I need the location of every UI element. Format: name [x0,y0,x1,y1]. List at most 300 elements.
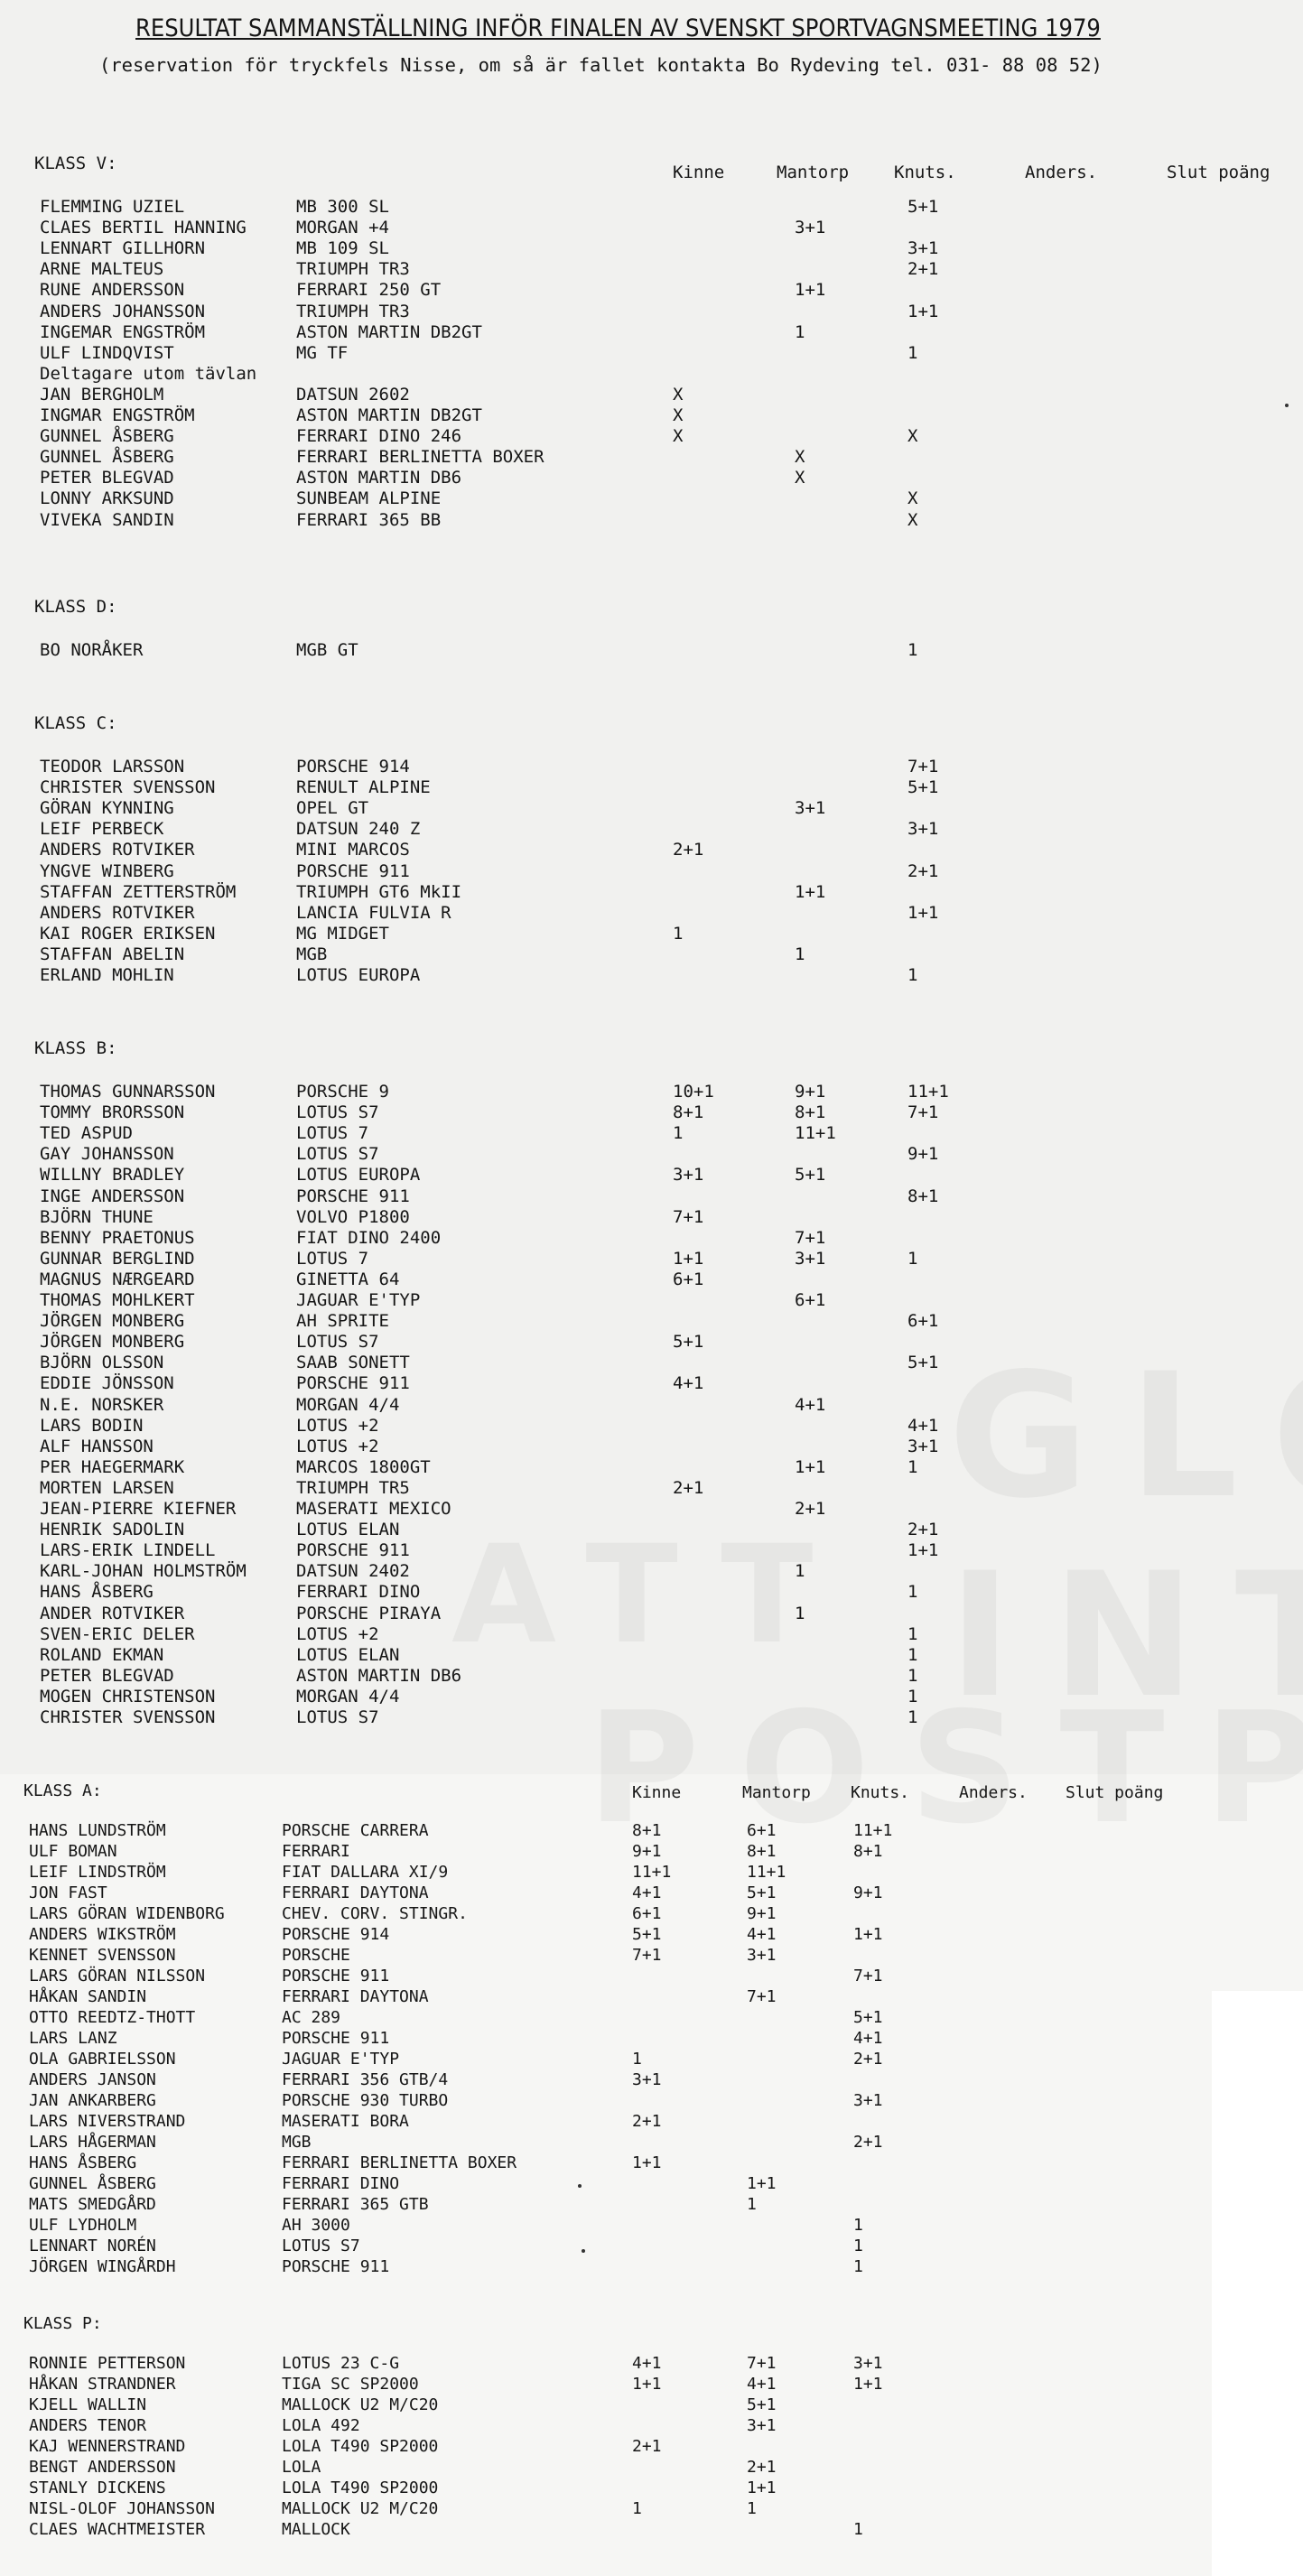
score-knuts: 11+1 [907,1082,949,1102]
car-model: SAAB SONETT [296,1353,410,1373]
driver-name: LEIF PERBECK [40,819,164,840]
driver-name: PETER BLEGVAD [40,1665,174,1686]
table-row [0,1186,1303,1207]
score-knuts: 1 [907,1665,918,1686]
table-row [0,2153,1303,2173]
car-model: TIGA SC SP2000 [282,2375,419,2394]
score-knuts: 1+1 [853,2375,883,2394]
car-model: FERRARI DINO [282,2174,400,2193]
driver-name: ULF LYDHOLM [29,2216,137,2235]
car-model: LOTUS ELAN [296,1520,400,1540]
driver-name: ANDERS ROTVIKER [40,902,195,923]
driver-name: LARS-ERIK LINDELL [40,1540,216,1561]
driver-name: GUNNEL ÅSBERG [29,2174,156,2193]
table-row [0,640,1303,661]
score-mantorp: 5+1 [747,2395,777,2414]
car-model: PORSCHE 911 [296,860,410,881]
driver-name: THOMAS MOHLKERT [40,1290,195,1310]
score-kinne: 1+1 [632,2375,662,2394]
car-model: AC 289 [282,2008,341,2027]
car-model: MASERATI MEXICO [296,1499,451,1519]
driver-name: TEODOR LARSSON [40,757,185,777]
score-mantorp: 8+1 [747,1842,777,1861]
col-header-knuts: Knuts. [851,1783,910,1802]
table-row [0,488,1303,509]
score-mantorp: 3+1 [795,798,826,819]
score-knuts: 1+1 [907,301,939,321]
driver-name: GAY JOHANSSON [40,1144,174,1165]
car-model: MGB [296,944,328,964]
class-heading: KLASS C: [34,713,117,733]
score-knuts: 1 [907,342,918,363]
table-row [0,2007,1303,2028]
score-knuts: 3+1 [907,1436,939,1456]
driver-name: STAFFAN ZETTERSTRÖM [40,881,237,902]
driver-name: KAJ WENNERSTRAND [29,2437,186,2456]
car-model: LANCIA FULVIA R [296,902,451,923]
driver-name: NISL-OLOF JOHANSSON [29,2499,215,2518]
car-model: FERRARI 365 GTB [282,2195,429,2214]
driver-name: GÖRAN KYNNING [40,798,174,819]
driver-name: KARL-JOHAN HOLMSTRÖM [40,1561,247,1582]
table-row [0,1144,1303,1165]
driver-name: RUNE ANDERSSON [40,280,185,301]
table-row [0,1582,1303,1603]
table-row [0,2498,1303,2519]
table-row [0,510,1303,531]
car-model: JAGUAR E'TYP [296,1290,421,1310]
score-knuts: 1 [907,965,918,985]
score-kinne: 2+1 [632,2437,662,2456]
score-mantorp: 1 [747,2499,757,2518]
score-knuts: X [907,426,918,447]
table-row [0,1561,1303,1582]
car-model: FIAT DINO 2400 [296,1227,442,1248]
table-row [0,1207,1303,1228]
score-knuts: 5+1 [907,1353,939,1373]
car-model: PORSCHE 911 [282,1967,390,1985]
score-knuts: 2+1 [853,2133,883,2152]
car-model: LOLA T490 SP2000 [282,2437,439,2456]
table-row [0,385,1303,405]
class-heading: KLASS V: [34,153,117,173]
table-row [0,2395,1303,2415]
table-row [0,1666,1303,1687]
car-model: ASTON MARTIN DB6 [296,1665,462,1686]
score-kinne: 1+1 [673,1248,704,1269]
score-kinne: X [673,384,684,405]
table-row [0,1395,1303,1416]
car-model: PORSCHE 911 [296,1373,410,1394]
driver-name: MATS SMEDGÅRD [29,2195,156,2214]
score-knuts: 1 [853,2216,863,2235]
car-model: PORSCHE [282,1946,350,1965]
score-mantorp: 9+1 [795,1082,826,1102]
document-title: RESULTAT SAMMANSTÄLLNING INFÖR FINALEN AV SVENSKT SPORTVAGNSMEETING 1979 [135,14,1101,42]
car-model: PORSCHE CARRERA [282,1821,429,1840]
driver-name: RONNIE PETTERSON [29,2354,186,2373]
table-row [0,2069,1303,2090]
table-row [0,1986,1303,2007]
driver-name: Deltagare utom tävlan [40,363,257,384]
col-header-mantorp: Mantorp [777,163,850,182]
table-row [0,924,1303,944]
speck [1285,404,1289,407]
table-row [0,302,1303,322]
table-row [0,2215,1303,2236]
driver-name: LEIF LINDSTRÖM [29,1863,166,1882]
score-knuts: 1 [907,1686,918,1706]
car-model: LOTUS S7 [296,1332,379,1353]
car-model: LOTUS EUROPA [296,965,421,985]
table-row [0,1499,1303,1520]
score-mantorp: X [795,468,805,488]
table-row [0,2415,1303,2436]
car-model: LOLA [282,2458,321,2477]
table-row [0,2090,1303,2111]
score-mantorp: 4+1 [795,1394,826,1415]
score-mantorp: 1+1 [795,280,826,301]
table-row [0,2132,1303,2153]
score-kinne: 2+1 [632,2112,662,2131]
table-row [0,1082,1303,1102]
score-mantorp: 1+1 [747,2174,777,2193]
score-knuts: X [907,509,918,530]
driver-name: HENRIK SADOLIN [40,1520,185,1540]
car-model: MORGAN +4 [296,218,389,238]
speck [582,2249,585,2253]
score-mantorp: 3+1 [795,218,826,238]
table-row [0,2478,1303,2498]
car-model: DATSUN 2602 [296,384,410,405]
table-row [0,777,1303,798]
class-heading: KLASS D: [34,597,117,617]
table-row [0,1540,1303,1561]
score-kinne: 10+1 [673,1082,714,1102]
table-row [0,197,1303,218]
score-mantorp: 3+1 [747,1946,777,1965]
score-kinne: 5+1 [632,1925,662,1944]
driver-name: PER HAEGERMARK [40,1456,185,1477]
table-row [0,1841,1303,1862]
table-row [0,238,1303,259]
car-model: MALLOCK U2 M/C20 [282,2499,439,2518]
driver-name: ANDERS TENOR [29,2416,147,2435]
score-kinne: 7+1 [673,1206,704,1227]
car-model: MGB GT [296,640,358,660]
car-model: MGB [282,2133,312,2152]
driver-name: LARS HÅGERMAN [29,2133,156,2152]
driver-name: JÖRGEN WINGÅRDH [29,2257,176,2276]
driver-name: MORTEN LARSEN [40,1477,174,1498]
table-row [0,1645,1303,1666]
driver-name: CLAES BERTIL HANNING [40,218,247,238]
score-kinne: 7+1 [632,1946,662,1965]
car-model: PORSCHE 914 [296,757,410,777]
score-mantorp: 7+1 [795,1227,826,1248]
score-kinne: 1 [673,1123,684,1144]
car-model: TRIUMPH GT6 MkII [296,881,462,902]
car-model: PORSCHE 911 [296,1186,410,1206]
driver-name: STAFFAN ABELIN [40,944,185,964]
table-row [0,2173,1303,2194]
table-row [0,1707,1303,1728]
score-knuts: 1 [853,2257,863,2276]
car-model: MALLOCK [282,2520,350,2539]
score-mantorp: 11+1 [795,1123,836,1144]
speck [578,2184,582,2188]
car-model: MARCOS 1800GT [296,1456,431,1477]
score-knuts: 11+1 [853,1821,893,1840]
table-row [0,322,1303,343]
driver-name: LENNART NORÉN [29,2237,156,2255]
driver-name: ULF BOMAN [29,1842,117,1861]
driver-name: HANS ÅSBERG [29,2153,137,2172]
table-row [0,2194,1303,2215]
car-model: LOTUS +2 [296,1415,379,1436]
score-knuts: 1 [907,1707,918,1727]
table-row [0,882,1303,903]
driver-name: HÅKAN STRANDNER [29,2375,176,2394]
score-knuts: 5+1 [853,2008,883,2027]
table-row [0,798,1303,819]
score-knuts: 4+1 [853,2029,883,2048]
score-mantorp: 1 [747,2195,757,2214]
score-mantorp: X [795,447,805,468]
driver-name: MAGNUS NÆRGEARD [40,1269,195,1289]
driver-name: BJÖRN OLSSON [40,1353,164,1373]
driver-name: KJELL WALLIN [29,2395,147,2414]
col-header-anders: Anders. [1025,163,1098,182]
table-row [0,2457,1303,2478]
score-knuts: 1+1 [907,1540,939,1561]
table-row [0,1966,1303,1986]
score-knuts: 9+1 [853,1883,883,1902]
table-row [0,1883,1303,1903]
driver-name: EDDIE JÖNSSON [40,1373,174,1394]
table-row [0,447,1303,468]
table-row [0,1478,1303,1499]
score-kinne: 3+1 [673,1165,704,1186]
driver-name: WILLNY BRADLEY [40,1165,185,1186]
table-row [0,259,1303,280]
car-model: FERRARI DAYTONA [282,1883,429,1902]
driver-name: ROLAND EKMAN [40,1644,164,1665]
car-model: CHEV. CORV. STINGR. [282,1904,468,1923]
table-row [0,1102,1303,1123]
table-row [0,1820,1303,1841]
driver-name: CHRISTER SVENSSON [40,777,216,798]
score-knuts: 1 [907,640,918,660]
score-mantorp: 5+1 [747,1883,777,1902]
car-model: LOTUS 7 [296,1248,369,1269]
score-knuts: 2+1 [907,860,939,881]
car-model: MB 109 SL [296,238,389,259]
class-heading: KLASS A: [23,1781,102,1800]
car-model: LOTUS +2 [296,1436,379,1456]
score-knuts: 8+1 [853,1842,883,1861]
driver-name: LONNY ARKSUND [40,488,174,509]
score-mantorp: 7+1 [747,1987,777,2006]
car-model: FERRARI 250 GT [296,280,442,301]
table-row [0,2519,1303,2540]
car-model: TRIUMPH TR5 [296,1477,410,1498]
car-model: MASERATI BORA [282,2112,409,2131]
car-model: LOLA 492 [282,2416,360,2435]
driver-name: ARNE MALTEUS [40,259,164,280]
car-model: LOTUS S7 [282,2237,360,2255]
score-knuts: 1 [907,1248,918,1269]
score-mantorp: 5+1 [795,1165,826,1186]
driver-name: VIVEKA SANDIN [40,509,174,530]
driver-name: LARS BODIN [40,1415,144,1436]
score-mantorp: 1+1 [795,881,826,902]
driver-name: TED ASPUD [40,1123,133,1144]
score-kinne: 8+1 [632,1821,662,1840]
score-kinne: 9+1 [632,1842,662,1861]
driver-name: ERLAND MOHLIN [40,965,174,985]
driver-name: TOMMY BRORSSON [40,1102,185,1123]
col-header-kinne: Kinne [632,1783,682,1802]
car-model: ASTON MARTIN DB2GT [296,405,482,425]
driver-name: YNGVE WINBERG [40,860,174,881]
score-knuts: 1 [907,1456,918,1477]
driver-name: STANLY DICKENS [29,2478,166,2497]
car-model: LOTUS EUROPA [296,1165,421,1186]
score-mantorp: 1 [795,944,805,964]
score-mantorp: 1 [795,1561,805,1582]
car-model: VOLVO P1800 [296,1206,410,1227]
score-kinne: 6+1 [632,1904,662,1923]
score-mantorp: 1+1 [795,1456,826,1477]
driver-name: GUNNEL ÅSBERG [40,447,174,468]
car-model: AH SPRITE [296,1311,389,1332]
car-model: MINI MARCOS [296,840,410,860]
car-model: MALLOCK U2 M/C20 [282,2395,439,2414]
score-mantorp: 1+1 [747,2478,777,2497]
car-model: DATSUN 2402 [296,1561,410,1582]
score-mantorp: 4+1 [747,2375,777,2394]
score-kinne: 2+1 [673,1477,704,1498]
score-kinne: 4+1 [632,1883,662,1902]
class-heading: KLASS B: [34,1038,117,1058]
car-model: GINETTA 64 [296,1269,400,1289]
driver-name: GUNNAR BERGLIND [40,1248,195,1269]
table-row [0,280,1303,301]
car-model: PORSCHE 914 [282,1925,390,1944]
car-model: MG TF [296,342,349,363]
car-model: MORGAN 4/4 [296,1394,400,1415]
driver-name: JÖRGEN MONBERG [40,1311,185,1332]
car-model: PORSCHE 9 [296,1082,389,1102]
car-model: DATSUN 240 Z [296,819,421,840]
table-row [0,1373,1303,1394]
score-mantorp: 7+1 [747,2354,777,2373]
table-row [0,1416,1303,1437]
driver-name: FLEMMING UZIEL [40,197,185,217]
score-kinne: 2+1 [673,840,704,860]
score-kinne: 1 [673,923,684,944]
score-knuts: 4+1 [907,1415,939,1436]
col-header-slutpoang: Slut poäng [1066,1783,1164,1802]
score-knuts: 8+1 [907,1186,939,1206]
car-model: AH 3000 [282,2216,350,2235]
car-model: ASTON MARTIN DB2GT [296,321,482,342]
score-mantorp: 3+1 [795,1248,826,1269]
car-model: FERRARI DINO 246 [296,426,462,447]
car-model: LOLA T490 SP2000 [282,2478,439,2497]
score-kinne: X [673,426,684,447]
driver-name: INGEMAR ENGSTRÖM [40,321,206,342]
driver-name: ANDER ROTVIKER [40,1603,185,1623]
score-mantorp: 1 [795,1603,805,1623]
score-knuts: 1+1 [907,902,939,923]
score-kinne: X [673,405,684,425]
score-mantorp: 2+1 [795,1499,826,1519]
score-kinne: 11+1 [632,1863,672,1882]
table-row [0,861,1303,882]
table-row [0,2374,1303,2395]
score-knuts: 7+1 [907,1102,939,1123]
table-row [0,2028,1303,2049]
driver-name: ANDERS JANSON [29,2070,156,2089]
driver-name: INGMAR ENGSTRÖM [40,405,195,425]
table-row [0,468,1303,488]
table-row [0,2256,1303,2277]
table-row [0,2236,1303,2256]
car-model: TRIUMPH TR3 [296,301,410,321]
score-knuts: 3+1 [853,2354,883,2373]
car-model: TRIUMPH TR3 [296,259,410,280]
driver-name: HÅKAN SANDIN [29,1987,147,2006]
driver-name: KAI ROGER ERIKSEN [40,923,216,944]
table-row [0,2049,1303,2069]
col-header-knuts: Knuts. [894,163,956,182]
score-mantorp: 4+1 [747,1925,777,1944]
driver-name: BO NORÅKER [40,640,144,660]
car-model: FERRARI BERLINETTA BOXER [282,2153,517,2172]
score-knuts: 7+1 [853,1967,883,1985]
driver-name: PETER BLEGVAD [40,468,174,488]
driver-name: ALF HANSSON [40,1436,154,1456]
car-model: LOTUS S7 [296,1102,379,1123]
table-row [0,1687,1303,1707]
table-row [0,1457,1303,1478]
driver-name: HANS LUNDSTRÖM [29,1821,166,1840]
car-model: PORSCHE PIRAYA [296,1603,442,1623]
table-row [0,1228,1303,1249]
table-row [0,1311,1303,1332]
score-knuts: 2+1 [853,2050,883,2069]
car-model: FERRARI 365 BB [296,509,442,530]
score-kinne: 1 [632,2050,642,2069]
driver-name: THOMAS GUNNARSSON [40,1082,216,1102]
driver-name: GUNNEL ÅSBERG [40,426,174,447]
driver-name: BENNY PRAETONUS [40,1227,195,1248]
driver-name: LARS GÖRAN NILSSON [29,1967,206,1985]
table-row [0,1624,1303,1645]
col-header-mantorp: Mantorp [742,1783,811,1802]
driver-name: JÖRGEN MONBERG [40,1332,185,1353]
score-knuts: 1+1 [853,1925,883,1944]
car-model: PORSCHE 911 [296,1540,410,1561]
score-mantorp: 11+1 [747,1863,786,1882]
score-knuts: 3+1 [907,238,939,259]
car-model: ASTON MARTIN DB6 [296,468,462,488]
driver-name: BJÖRN THUNE [40,1206,154,1227]
score-knuts: 7+1 [907,757,939,777]
table-row [0,1123,1303,1144]
